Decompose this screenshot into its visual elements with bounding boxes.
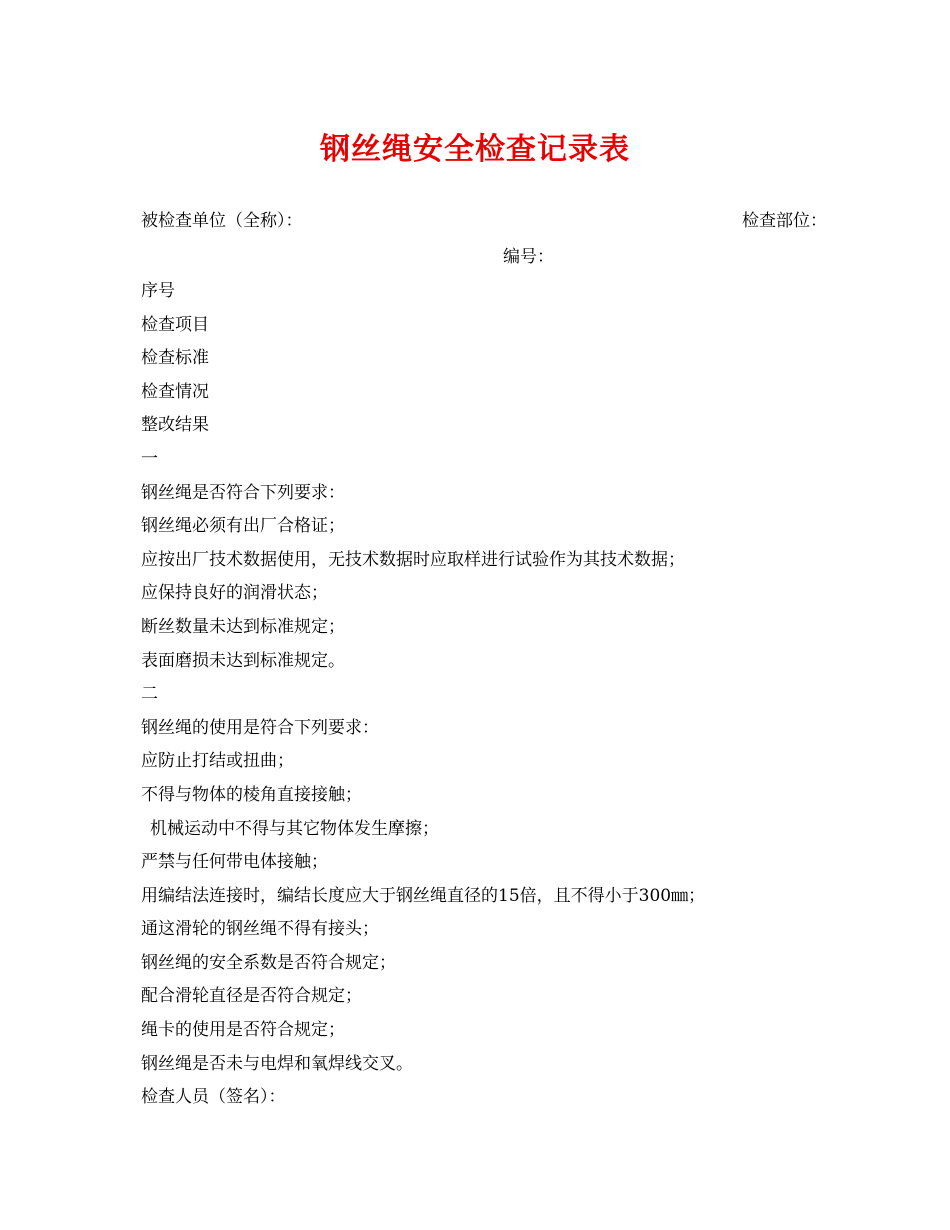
header-fields bbox=[141, 208, 827, 234]
section-one-heading: 钢丝绳是否符合下列要求： bbox=[141, 482, 345, 503]
requirement-line: 严禁与任何带电体接触； bbox=[141, 852, 328, 873]
requirement-line: 绳卡的使用是否符合规定； bbox=[141, 1020, 345, 1041]
line-standard-header: 检查标准 bbox=[141, 348, 209, 369]
requirement-line: 钢丝绳的安全系数是否符合规定； bbox=[141, 952, 396, 973]
requirement-line: 应防止打结或扭曲； bbox=[141, 751, 294, 772]
line-status-header: 检查情况 bbox=[141, 381, 209, 402]
requirement-line: 断丝数量未达到标准规定； bbox=[141, 616, 345, 637]
requirement-line: 机械运动中不得与其它物体发生摩擦； bbox=[150, 818, 439, 839]
line-item-header: 检查项目 bbox=[141, 314, 209, 335]
requirement-line: 应保持良好的润滑状态； bbox=[141, 583, 328, 604]
requirement-line: 不得与物体的棱角直接接触； bbox=[141, 784, 362, 805]
requirement-line: 用编结法连接时，编结长度应大于钢丝绳直径的15倍，且不得小于300㎜； bbox=[141, 885, 706, 906]
inspection-location-label: 检查部位： bbox=[742, 211, 827, 231]
requirement-line: 钢丝绳必须有出厂合格证； bbox=[141, 516, 345, 537]
inspection-content bbox=[141, 278, 841, 1118]
requirement-line: 表面磨损未达到标准规定。 bbox=[141, 650, 345, 671]
line-result-header: 整改结果 bbox=[141, 415, 209, 436]
document-title: 钢丝绳安全检查记录表 bbox=[320, 132, 630, 167]
requirement-line: 配合滑轮直径是否符合规定； bbox=[141, 986, 362, 1007]
section-two-heading: 钢丝绳的使用是符合下列要求： bbox=[141, 717, 379, 738]
inspected-unit-label: 被检查单位（全称）： bbox=[141, 211, 303, 231]
requirement-line: 通这滑轮的钢丝绳不得有接头； bbox=[141, 919, 379, 940]
inspector-signature-label: 检查人员（签名）： bbox=[141, 1087, 286, 1108]
section-number-one: 一 bbox=[141, 448, 158, 469]
line-serial-header: 序号 bbox=[141, 281, 175, 301]
section-number-two: 二 bbox=[141, 684, 158, 705]
requirement-line: 应按出厂技术数据使用，无技术数据时应取样进行试验作为其技术数据； bbox=[141, 549, 685, 570]
serial-number-label: 编号： bbox=[503, 247, 554, 267]
requirement-line: 钢丝绳是否未与电焊和氧焊线交叉。 bbox=[141, 1053, 413, 1074]
